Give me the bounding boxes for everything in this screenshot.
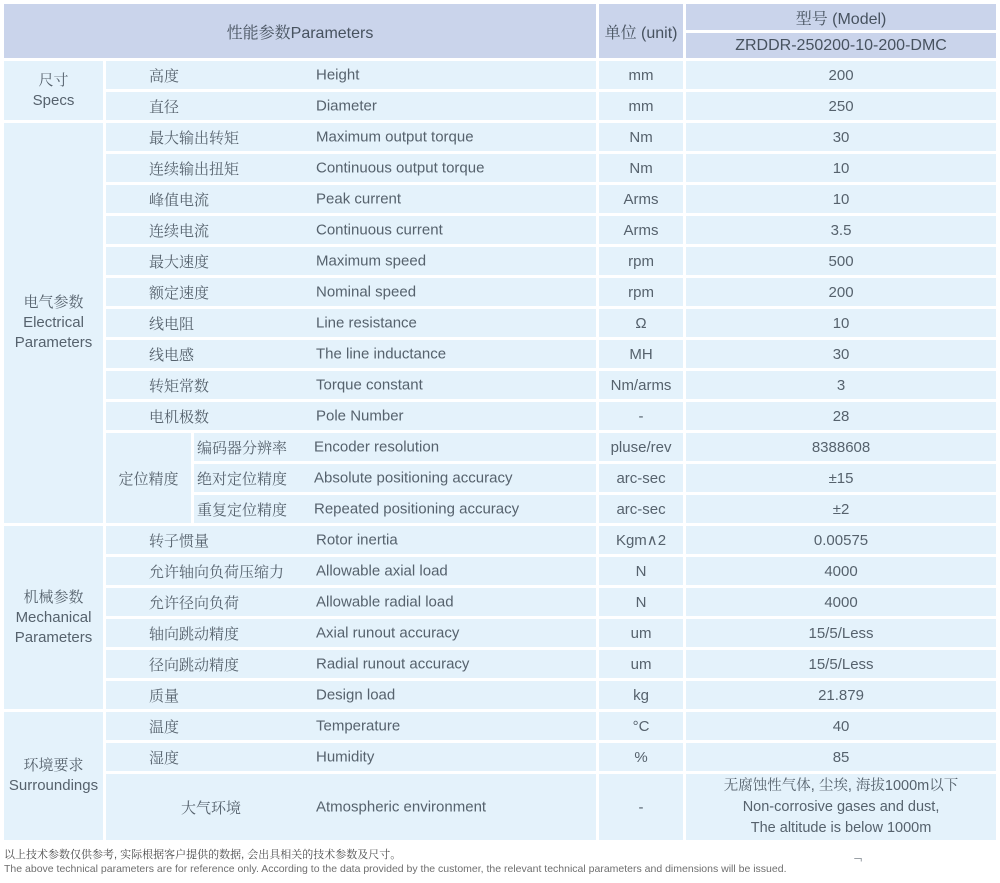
unit-cell: Nm/arms [599,371,683,399]
param-zh-label: 大气环境 [180,799,241,817]
unit-cell: N [599,557,683,585]
table-row [4,743,996,771]
table-row [4,774,996,840]
value-cell: 0.00575 [686,526,996,554]
param-zh-label: 连续输出扭矩 [149,160,240,178]
param-en-label: The line inductance [316,344,447,362]
group-zh-label: 电气参数 [23,294,84,311]
footnote-en: The above technical parameters are for reference only. According to the data provided by the customer, the relevant technical parameters and dimensions will be issued. [4,863,787,875]
table-row [4,309,996,337]
param-cell [106,526,596,554]
unit-cell: % [599,743,683,771]
param-en-label: Encoder resolution [314,437,440,455]
footnote-zh: 以上技术参数仅供参考, 实际根据客户提供的数据, 会出具相关的技术参数及尺寸。 [4,849,402,861]
param-cell [106,154,596,182]
param-en-label: Maximum speed [316,251,427,269]
param-cell [106,712,596,740]
param-en-label: Peak current [316,189,402,207]
unit-cell: rpm [599,247,683,275]
param-en-label: Temperature [316,716,401,734]
value-cell: ±15 [686,464,996,492]
param-zh-label: 湿度 [149,749,180,767]
table-row [4,247,996,275]
param-en-label: Atmospheric environment [316,797,487,815]
param-zh-label: 温度 [149,718,180,736]
param-cell [194,433,596,461]
param-cell [106,247,596,275]
group-zh-label: 机械参数 [23,588,84,606]
model-header: 型号 (Model) [686,4,996,30]
table-row [4,371,996,399]
table-row [4,650,996,678]
value-cell: 4000 [686,557,996,585]
param-zh-label: 最大输出转矩 [149,129,240,147]
param-zh-label: 转矩常数 [149,377,210,395]
param-cell [106,681,596,709]
param-en-label: Continuous current [316,220,443,238]
value-line: 无腐蚀性气体, 尘埃, 海拔1000m以下 [723,777,959,794]
value-cell: 15/5/Less [686,619,996,647]
param-cell [106,650,596,678]
param-cell [106,557,596,585]
param-en-label: Repeated positioning accuracy [314,499,520,517]
value-cell: 4000 [686,588,996,616]
param-cell [106,278,596,306]
param-en-label: Absolute positioning accuracy [314,468,513,486]
group-zh-label: 环境要求 [23,757,84,774]
unit-cell: Arms [599,185,683,213]
table-row [4,681,996,709]
unit-cell: mm [599,61,683,89]
param-en-label: Nominal speed [316,282,417,300]
param-zh-label: 质量 [149,687,180,705]
unit-header: 单位 (unit) [599,4,683,58]
unit-cell: MH [599,340,683,368]
value-cell: ±2 [686,495,996,523]
positioning-group-cell: 定位精度 [106,433,191,523]
unit-cell: rpm [599,278,683,306]
param-en-label: Line resistance [316,313,417,331]
group-zh-label: 尺寸 [38,71,69,89]
param-en-label: Allowable axial load [316,561,448,579]
unit-cell: N [599,588,683,616]
unit-cell: Nm [599,154,683,182]
value-cell: 28 [686,402,996,430]
param-cell [106,743,596,771]
param-cell [106,185,596,213]
unit-cell: arc-sec [599,464,683,492]
param-cell [106,619,596,647]
param-zh-label: 线电阻 [149,315,195,333]
param-zh-label: 径向跳动精度 [149,656,240,674]
group-cell-mechanical [4,526,103,709]
value-cell: 250 [686,92,996,120]
table-row [4,61,996,89]
table-row [4,92,996,120]
param-cell [106,123,596,151]
group-en-label: Specs [32,91,75,109]
param-zh-label: 直径 [149,98,180,116]
table-row [4,433,996,461]
unit-cell: - [599,402,683,430]
table-header [4,4,996,58]
value-cell: 200 [686,61,996,89]
table-row [4,402,996,430]
table-row [4,278,996,306]
param-zh-label: 连续电流 [149,222,210,240]
value-cell: 200 [686,278,996,306]
table-row [4,340,996,368]
unit-cell: Ω [599,309,683,337]
param-en-label: Pole Number [316,406,404,424]
table-row [4,526,996,554]
table-row [4,123,996,151]
param-cell [106,402,596,430]
value-cell: 3.5 [686,216,996,244]
param-cell [194,495,596,523]
param-en-label: Axial runout accuracy [316,623,460,641]
param-zh-label: 额定速度 [149,284,210,302]
group-cell-specs [4,61,103,120]
param-zh-label: 轴向跳动精度 [149,625,240,643]
param-zh-label: 编码器分辨率 [197,439,288,457]
value-cell: 8388608 [686,433,996,461]
param-zh-label: 最大速度 [149,253,210,271]
param-zh-label: 允许径向负荷 [149,594,240,612]
value-cell [686,774,996,840]
param-cell [106,216,596,244]
unit-cell: arc-sec [599,495,683,523]
parameters-header: 性能参数Parameters [4,4,596,58]
group-en-label: Mechanical Parameters [14,608,93,646]
param-zh-label: 高度 [149,67,180,85]
param-cell [106,774,596,840]
value-cell: 40 [686,712,996,740]
group-cell-surroundings [4,712,103,840]
value-cell: 500 [686,247,996,275]
param-zh-label: 电机极数 [149,408,210,426]
footnotes [4,848,1000,876]
param-cell [106,61,596,89]
value-cell: 10 [686,154,996,182]
unit-cell: - [599,774,683,840]
table-row [4,712,996,740]
value-line: Non-corrosive gases and dust, [742,798,940,815]
value-cell: 85 [686,743,996,771]
group-cell-electrical [4,123,103,523]
value-cell: 10 [686,309,996,337]
param-en-label: Radial runout accuracy [316,654,470,672]
param-cell [106,588,596,616]
param-zh-label: 峰值电流 [149,191,210,209]
param-en-label: Continuous output torque [316,158,485,176]
value-line: The altitude is below 1000m [750,819,932,836]
param-zh-label: 转子惯量 [149,532,210,550]
param-zh-label: 重复定位精度 [197,501,288,519]
param-cell [106,340,596,368]
param-en-label: Maximum output torque [316,127,474,145]
value-cell: 10 [686,185,996,213]
param-en-label: Diameter [316,96,377,114]
param-en-label: Height [316,65,360,83]
unit-cell: um [599,650,683,678]
table-row [4,557,996,585]
param-cell [106,309,596,337]
value-cell: 21.879 [686,681,996,709]
corner-mark: ¬ [853,852,864,866]
table-row [4,619,996,647]
param-cell [194,464,596,492]
model-value-header: ZRDDR-250200-10-200-DMC [686,33,996,58]
param-cell [106,92,596,120]
value-cell: 30 [686,123,996,151]
unit-cell: °C [599,712,683,740]
table-row [4,154,996,182]
param-en-label: Allowable radial load [316,592,454,610]
param-zh-label: 允许轴向负荷压缩力 [149,563,285,581]
unit-cell: Kgm∧2 [599,526,683,554]
unit-cell: pluse/rev [599,433,683,461]
table-row [4,185,996,213]
table-row [4,216,996,244]
unit-cell: Arms [599,216,683,244]
unit-cell: Nm [599,123,683,151]
param-en-label: Humidity [316,747,375,765]
param-zh-label: 线电感 [149,346,195,364]
unit-cell: um [599,619,683,647]
group-en-label: Surroundings [8,777,99,794]
value-cell: 30 [686,340,996,368]
unit-cell: mm [599,92,683,120]
unit-cell: kg [599,681,683,709]
spec-table [1,1,999,843]
group-en-label: Electrical Parameters [14,314,93,351]
value-cell: 15/5/Less [686,650,996,678]
value-cell: 3 [686,371,996,399]
param-cell [106,371,596,399]
param-zh-label: 绝对定位精度 [197,470,288,488]
param-en-label: Rotor inertia [316,530,398,548]
table-row [4,588,996,616]
param-en-label: Torque constant [316,375,423,393]
param-en-label: Design load [316,685,396,703]
